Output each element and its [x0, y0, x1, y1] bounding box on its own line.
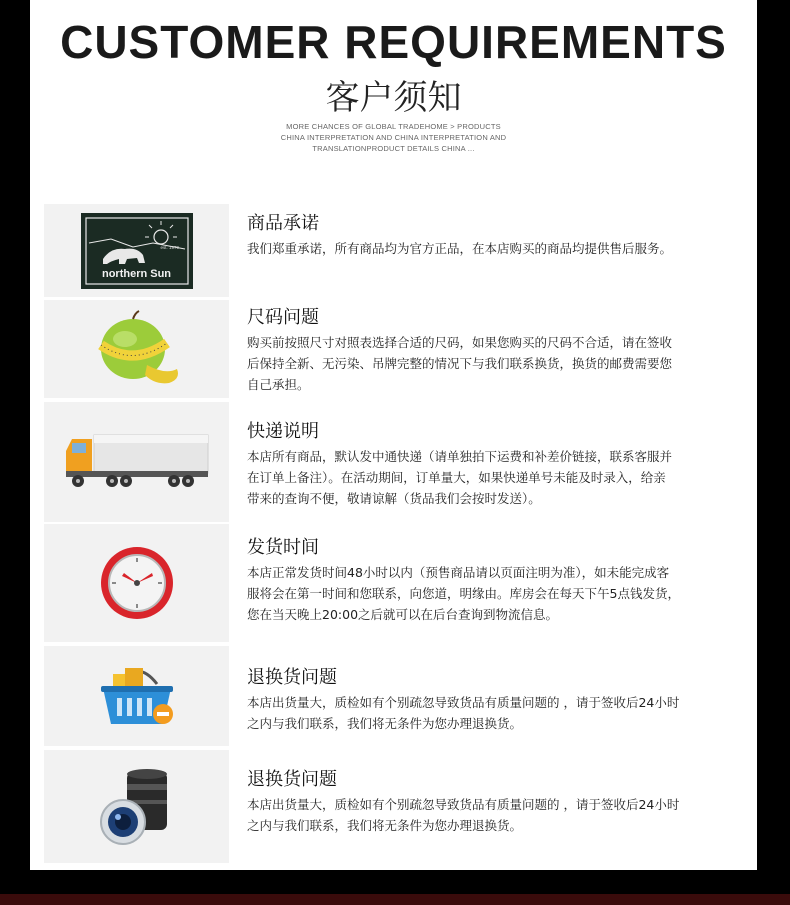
shopping-basket-icon: [95, 658, 179, 734]
apple-measuring-tape-icon: [87, 309, 187, 389]
section-shipping: [44, 402, 734, 522]
section-product-promise: [44, 204, 734, 297]
section-body: [247, 794, 727, 836]
body-line: 本店所有商品，默认发中通快递（请单独拍下运费和补差价链接，联系客服并: [247, 449, 673, 464]
bottom-strip: [0, 894, 790, 905]
section-heading: 退换货问题: [247, 769, 337, 790]
section-returns-repeat: [44, 750, 734, 863]
section-thumbnail: [44, 204, 229, 297]
body-line: 后保持全新、无污染、吊牌完整的情况下与我们联系换货，换货的邮费需要您: [247, 356, 673, 371]
section-body: [247, 446, 727, 509]
section-returns: [44, 646, 734, 746]
section-heading: 退换货问题: [247, 667, 337, 688]
body-line: 之内与我们联系，我们将无条件为您办理退换货。: [247, 716, 523, 731]
section-thumbnail: [44, 646, 229, 746]
section-size: [44, 300, 734, 398]
body-line: 在订单上备注）。在活动期间，订单量大，如果快递单号未能及时录入，给亲: [247, 470, 666, 485]
section-body: [247, 332, 727, 395]
truck-icon: [62, 427, 212, 497]
section-heading: 快递说明: [247, 421, 319, 442]
section-text: [247, 768, 727, 836]
body-line: 本店正常发货时间48小时以内（预售商品请以页面注明为准），如未能完成客: [247, 565, 670, 580]
page-title-en: CUSTOMER REQUIREMENTS: [60, 16, 727, 68]
logo-est: est. 1979: [160, 244, 180, 250]
northern-sun-logo-icon: [81, 213, 193, 289]
body-line: 购买前按照尺寸对照表选择合适的尺码，如果您购买的尺码不合适，请在签收: [247, 335, 673, 350]
body-line: 自己承担。: [247, 377, 310, 392]
section-body: [247, 562, 727, 625]
section-text: [247, 666, 727, 734]
body-line: 本店出货量大，质检如有个别疏忽导致货品有质量问题的 ，请于签收后24小时: [247, 797, 680, 812]
subtitle-line: TRANSLATIONPRODUCT DETAILS CHINA ...: [312, 144, 475, 153]
section-text: [247, 212, 727, 259]
body-line: 您在当天晚上20:00之后就可以在后台查询到物流信息。: [247, 607, 559, 622]
page-title-cn: 客户须知: [325, 78, 462, 118]
subtitle-line: MORE CHANCES OF GLOBAL TRADEHOME > PRODUCTS: [286, 122, 501, 131]
body-line: 本店出货量大，质检如有个别疏忽导致货品有质量问题的 ，请于签收后24小时: [247, 695, 680, 710]
section-thumbnail: [44, 300, 229, 398]
section-heading: 尺码问题: [247, 307, 319, 328]
page-subtitle: [240, 121, 547, 154]
body-line: 我们郑重承诺，所有商品均为官方正品，在本店购买的商品均提供售后服务。: [247, 241, 673, 256]
section-heading: 商品承诺: [247, 213, 319, 234]
section-thumbnail: [44, 402, 229, 522]
section-body: [247, 692, 727, 734]
section-text: [247, 420, 727, 509]
section-text: [247, 306, 727, 395]
section-heading: 发货时间: [247, 537, 319, 558]
section-delivery-time: [44, 524, 734, 642]
section-text: [247, 536, 727, 625]
section-thumbnail: [44, 524, 229, 642]
requirements-page: [30, 0, 757, 870]
logo-brand: northern Sun: [101, 267, 172, 280]
body-line: 带来的查询不便，敬请谅解（货品我们会按时发送）。: [247, 491, 541, 506]
body-line: 服将会在第一时间和您联系，向您道，明缘由。库房会在每天下午5点钱发货，: [247, 586, 680, 601]
clock-icon: [97, 543, 177, 623]
camera-lens-icon: [97, 764, 177, 850]
body-line: 之内与我们联系，我们将无条件为您办理退换货。: [247, 818, 523, 833]
section-thumbnail: [44, 750, 229, 863]
subtitle-line: CHINA INTERPRETATION AND CHINA INTERPRETATION AND: [280, 133, 507, 142]
section-body: [247, 238, 727, 259]
